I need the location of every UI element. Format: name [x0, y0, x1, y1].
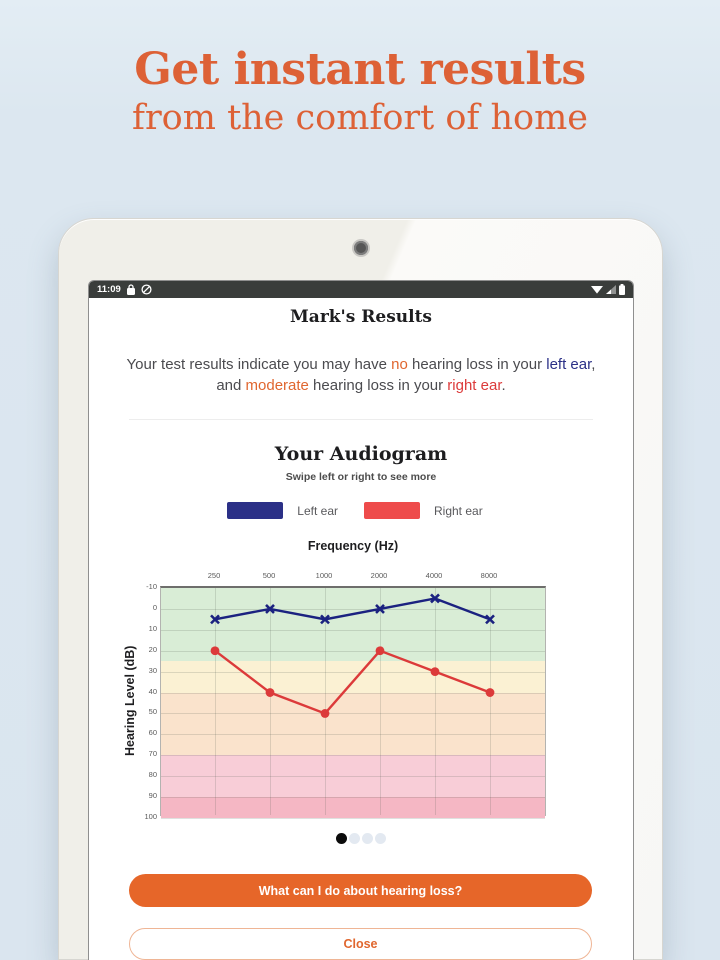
right-ear-swatch — [364, 502, 420, 519]
audiogram-title: Your Audiogram — [274, 443, 448, 465]
y-tick-label: 90 — [148, 791, 157, 801]
y-tick-label: 0 — [152, 602, 157, 612]
y-tick-label: 30 — [148, 665, 157, 675]
chart-legend — [89, 502, 633, 519]
y-tick-label: 80 — [148, 770, 157, 780]
chart-series-layer — [161, 588, 547, 818]
tablet-camera — [354, 241, 368, 255]
x-tick-label: 500 — [262, 571, 276, 580]
tablet-mockup — [58, 218, 663, 960]
x-tick-label: 250 — [207, 571, 221, 580]
x-axis-title: Frequency (Hz) — [307, 539, 399, 553]
wifi-icon — [591, 285, 603, 294]
highlight-left-ear: left ear — [546, 356, 592, 373]
swipe-hint: Swipe left or right to see more — [285, 471, 437, 483]
audiogram-chart[interactable] — [89, 565, 633, 825]
battery-icon — [619, 284, 625, 295]
y-tick-label: -10 — [146, 582, 157, 591]
results-summary — [119, 354, 603, 396]
divider — [129, 419, 593, 420]
tablet-screen — [88, 280, 634, 960]
highlight-moderate: moderate — [245, 377, 309, 394]
data-point — [486, 688, 495, 697]
highlight-no: no — [391, 356, 408, 373]
y-tick-label: 60 — [148, 728, 157, 738]
y-tick-label: 70 — [148, 749, 157, 759]
data-point — [211, 646, 220, 655]
page-dot-1[interactable] — [336, 833, 347, 844]
left-ear-swatch — [227, 502, 283, 519]
cta-button[interactable]: What can I do about hearing loss? — [129, 874, 592, 907]
left-ear-label: Left ear — [297, 503, 338, 518]
lock-icon — [127, 284, 135, 295]
page-indicator — [89, 832, 633, 844]
y-tick-label: 40 — [148, 686, 157, 696]
hero-title: Get instant results — [134, 44, 586, 95]
y-axis-title: Hearing Level (dB) — [123, 645, 137, 757]
data-point — [431, 667, 440, 676]
y-tick-label: 50 — [148, 707, 157, 717]
y-tick-label: 20 — [148, 644, 157, 654]
x-tick-label: 8000 — [480, 571, 498, 580]
summary-line-1: Your test results indicate you may have no hearing loss in your left ear, — [126, 356, 596, 373]
hero-subtitle: from the comfort of home — [132, 98, 588, 139]
data-point — [376, 646, 385, 655]
page-dot-2[interactable] — [349, 833, 360, 844]
close-button[interactable]: Close — [129, 928, 592, 960]
hero-section — [0, 46, 720, 138]
page-dot-3[interactable] — [362, 833, 373, 844]
y-tick-label: 10 — [148, 623, 157, 633]
right-ear-label: Right ear — [434, 503, 483, 518]
plot-area — [160, 586, 546, 816]
data-point — [321, 709, 330, 718]
y-tick-label: 100 — [144, 812, 157, 821]
status-bar — [89, 281, 633, 298]
data-saver-icon — [141, 284, 152, 295]
x-tick-label: 1000 — [315, 571, 333, 580]
page-dot-4[interactable] — [375, 833, 386, 844]
data-point — [266, 688, 275, 697]
summary-line-2: and moderate hearing loss in your right ear. — [216, 377, 506, 394]
highlight-right-ear: right ear — [447, 377, 502, 394]
h-gridline — [161, 818, 545, 819]
x-tick-label: 2000 — [370, 571, 388, 580]
cellular-signal-icon — [606, 285, 616, 294]
results-title: Mark's Results — [289, 307, 433, 327]
status-time: 11:09 — [97, 284, 121, 295]
x-tick-label: 4000 — [425, 571, 443, 580]
series-line-left-ear — [215, 598, 490, 619]
series-line-right-ear — [215, 651, 490, 714]
